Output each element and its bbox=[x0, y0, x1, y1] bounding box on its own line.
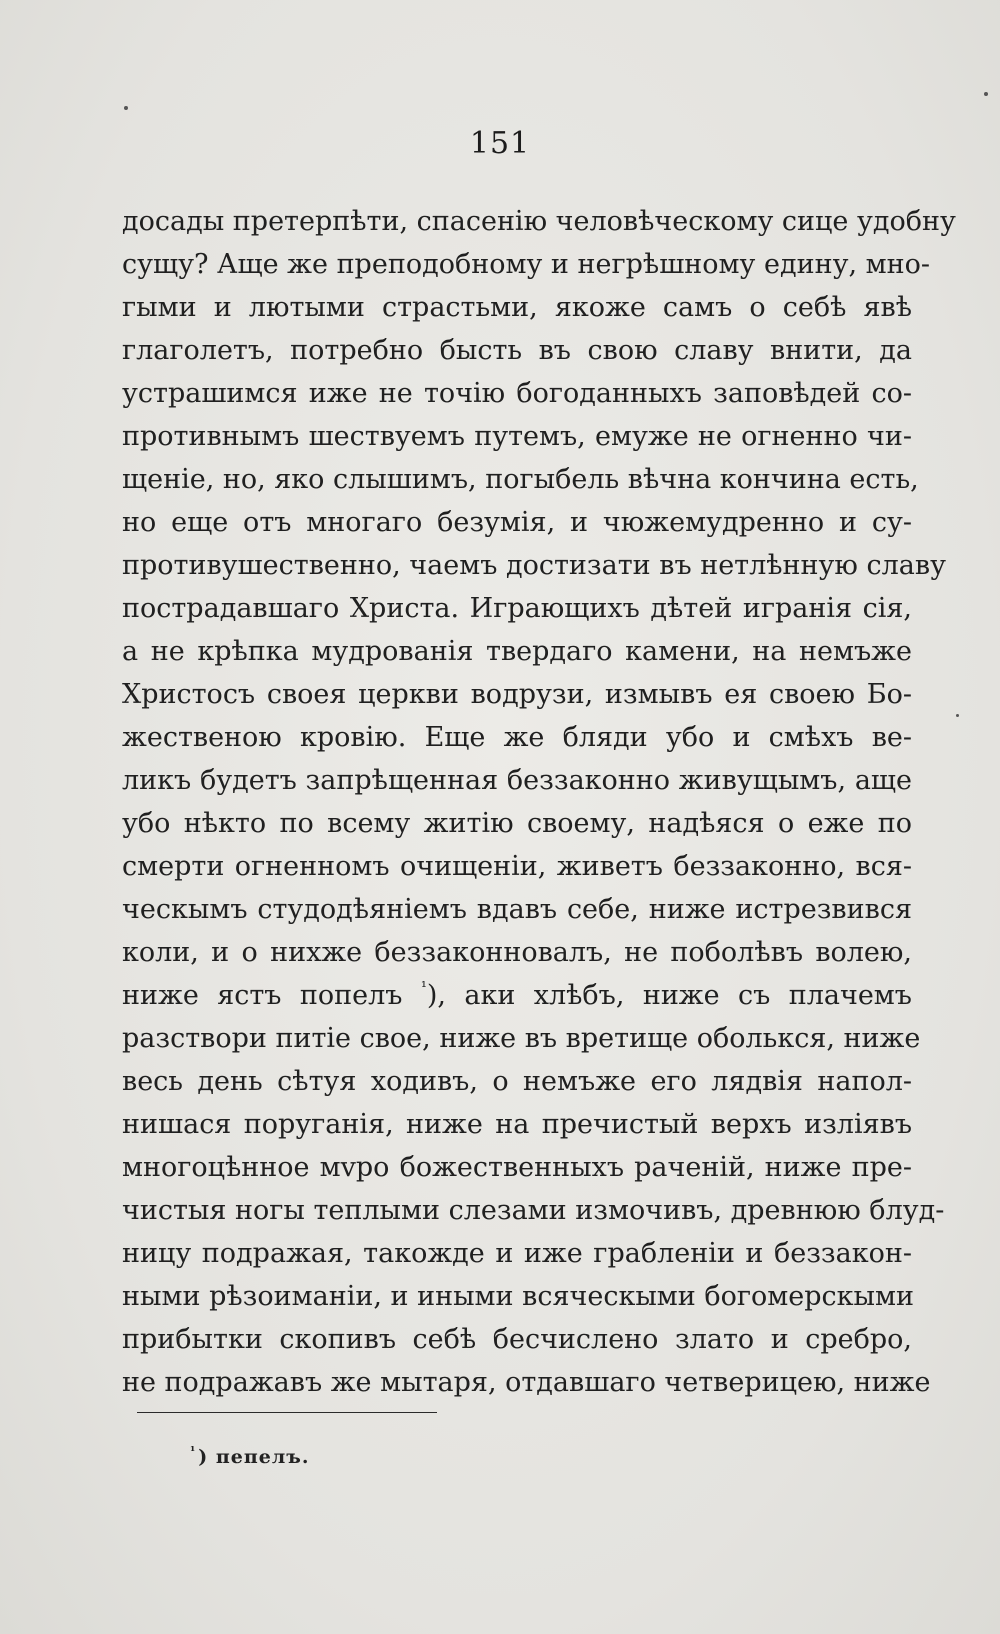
footnote-reference: ¹ bbox=[420, 978, 427, 996]
text-line: весь день сѣтуя ходивъ, о немъже его лядвія напол- bbox=[122, 1066, 912, 1097]
text-line: сущу? Аще же преподобному и негрѣшному едину, мно- bbox=[122, 249, 931, 280]
text-line-end: ), аки хлѣбъ, ниже съ плачемъ bbox=[426, 980, 912, 1011]
body-text bbox=[122, 200, 956, 1404]
text-line-with-footnote bbox=[122, 974, 912, 1017]
footnote-divider bbox=[137, 1412, 437, 1413]
text-line: ликъ будетъ запрѣщенная беззаконно живущымъ, аще bbox=[122, 765, 912, 796]
text-line: пострадавшаго Христа. Играющихъ дѣтей игранія сія, bbox=[122, 593, 912, 624]
text-line: разствори питіе свое, ниже въ вретище оболькся, ниже bbox=[122, 1023, 921, 1054]
text-line: но еще отъ многаго безумія, и чюжемудренно и су- bbox=[122, 507, 912, 538]
paper-speck bbox=[984, 92, 988, 96]
text-line: досады претерпѣти, спасенію человѣческому сице удобну bbox=[122, 206, 956, 237]
page-number: 151 bbox=[469, 126, 531, 161]
text-line: убо нѣкто по всему житію своему, надѣяся о еже по bbox=[122, 808, 912, 839]
text-line: смерти огненномъ очищеніи, живетъ беззаконно, вся- bbox=[122, 851, 912, 882]
paper-speck bbox=[956, 714, 959, 717]
paper-speck bbox=[124, 106, 128, 110]
text-line: Христосъ своея церкви водрузи, измывъ ея своею Бо- bbox=[122, 679, 912, 710]
text-line: гыми и лютыми страстьми, якоже самъ о себѣ явѣ bbox=[122, 292, 912, 323]
text-line: щеніе, но, яко слышимъ, погыбель вѣчна кончина есть, bbox=[122, 464, 919, 495]
footnote-text: ) пепелъ. bbox=[198, 1446, 310, 1468]
text-line: многоцѣнное мvро божественныхъ раченій, ниже пре- bbox=[122, 1152, 912, 1183]
text-line: нишася поруганія, ниже на пречистый верхъ излiявъ bbox=[122, 1109, 912, 1140]
text-line: противнымъ шествуемъ путемъ, емуже не огненно чи- bbox=[122, 421, 912, 452]
text-line: коли, и о нихже беззаконновалъ, не поболѣвъ волею, bbox=[122, 937, 912, 968]
text-line: устрашимся иже не точію богоданныхъ заповѣдей со- bbox=[122, 378, 912, 409]
text-line: а не крѣпка мудрованія твердаго камени, на немъже bbox=[122, 636, 912, 667]
footnote bbox=[190, 1444, 309, 1468]
text-line: ными рѣзоиманіи, и иными всяческыми богомерскыми bbox=[122, 1281, 915, 1312]
text-line: чистыя ногы теплыми слезами измочивъ, древнюю блуд- bbox=[122, 1195, 945, 1226]
text-line: ческымъ студодѣяніемъ вдавъ себе, ниже истрезвився bbox=[122, 894, 912, 925]
text-line: противушественно, чаемъ достизати въ нетлѣнную славу bbox=[122, 550, 946, 581]
text-line: не подражавъ же мытаря, отдавшаго четверицею, ниже bbox=[122, 1367, 931, 1398]
text-line: прибытки скопивъ себѣ бесчислено злато и сребро, bbox=[122, 1324, 912, 1355]
footnote-marker: ¹ bbox=[190, 1444, 197, 1458]
text-line-start: ниже ястъ попелъ bbox=[122, 980, 403, 1011]
text-line: ницу подражая, такожде и иже грабленіи и беззакон- bbox=[122, 1238, 912, 1269]
text-line: жественою кровію. Еще же бляди убо и смѣхъ ве- bbox=[122, 722, 912, 753]
text-line: глаголетъ, потребно бысть въ свою славу внити, да bbox=[122, 335, 912, 366]
